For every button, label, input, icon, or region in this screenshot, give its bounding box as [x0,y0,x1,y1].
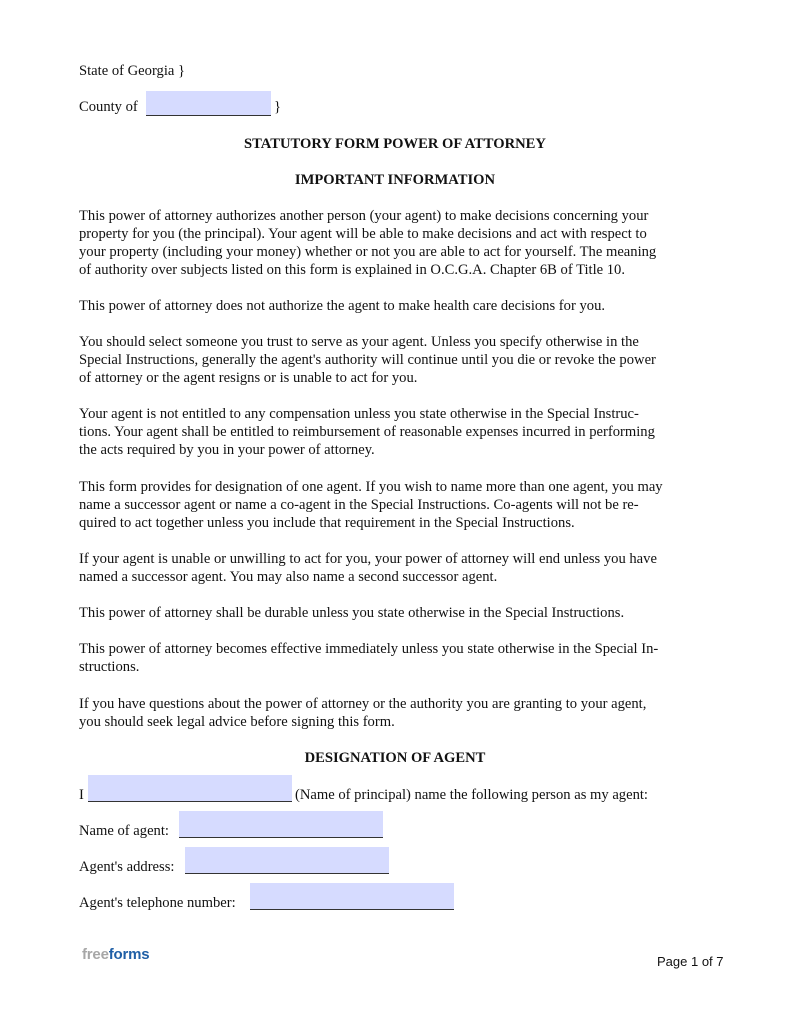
paragraph-line: structions. [79,659,140,675]
paragraph-health-care [79,297,719,315]
agent-phone-field[interactable] [250,883,454,910]
county-input[interactable] [146,91,271,115]
principal-name-field[interactable] [88,775,292,802]
principal-suffix: (Name of principal) name the following person as my agent: [295,787,648,803]
paragraph-line: the acts required by you in your power of attorney. [79,442,375,458]
agent-address-label: Agent's address: [79,859,175,875]
agent-address-input[interactable] [185,847,389,873]
paragraph-line: named a successor agent. You may also name a second successor agent. [79,569,498,585]
state-line: State of Georgia } [79,63,186,79]
agent-name-label: Name of agent: [79,823,169,839]
agent-address-field[interactable] [185,847,389,874]
page-number: Page 1 of 7 [657,954,724,969]
principal-name-input[interactable] [88,775,292,801]
designation-heading: DESIGNATION OF AGENT [304,750,486,766]
paragraph-line: This power of attorney authorizes another person (your agent) to make decisions concerning your [79,208,649,224]
agent-phone-input[interactable] [250,883,454,909]
agent-name-field[interactable] [179,811,383,838]
logo-forms-text: forms [108,946,150,963]
paragraph-authority [79,207,719,279]
paragraph-line: property for you (the principal). Your agent will be able to make decisions and act with respect to [79,226,647,242]
paragraph-line: If you have questions about the power of attorney or the authority you are granting to your agent, [79,696,647,712]
agent-name-input[interactable] [179,811,383,837]
paragraph-line: quired to act together unless you include that requirement in the Special Instructions. [79,515,575,531]
paragraph-legal-advice [79,695,719,731]
paragraph-line: of attorney or the agent resigns or is unable to act for you. [79,370,418,386]
paragraph-line: This power of attorney becomes effective immediately unless you state otherwise in the Special In- [79,641,659,657]
paragraph-line: your property (including your money) whether or not you are able to act for yourself. The meaning [79,244,657,260]
paragraph-compensation [79,405,719,459]
paragraph-effective [79,640,719,676]
paragraph-line: If your agent is unable or unwilling to act for you, your power of attorney will end unless you have [79,551,657,567]
paragraph-line: of authority over subjects listed on this form is explained in O.C.G.A. Chapter 6B of Title 10. [79,262,625,278]
paragraph-line: Special Instructions, generally the agent's authority will continue until you die or revoke the power [79,352,656,368]
paragraph-line: This form provides for designation of one agent. If you wish to name more than one agent, you may [79,479,663,495]
paragraph-line: This power of attorney does not authorize the agent to make health care decisions for you. [79,298,606,314]
paragraph-durable [79,604,719,622]
logo-free-text: free [82,946,109,963]
paragraph-line: Your agent is not entitled to any compensation unless you state otherwise in the Special Instruc- [79,406,639,422]
county-label: County of [79,99,138,115]
agent-phone-label: Agent's telephone number: [79,895,236,911]
paragraph-line: name a successor agent or name a co-agent in the Special Instructions. Co-agents will not be re- [79,497,639,513]
document-title: STATUTORY FORM POWER OF ATTORNEY [244,136,546,152]
county-brace: } [274,99,282,115]
paragraph-line: you should seek legal advice before signing this form. [79,714,395,730]
freeforms-logo [82,946,149,963]
paragraph-designation [79,478,719,532]
paragraph-select-agent [79,333,719,387]
paragraph-line: tions. Your agent shall be entitled to reimbursement of reasonable expenses incurred in performing [79,424,655,440]
paragraph-successor [79,550,719,586]
important-information-heading: IMPORTANT INFORMATION [294,172,496,188]
paragraph-line: This power of attorney shall be durable unless you state otherwise in the Special Instructions. [79,605,625,621]
paragraph-line: You should select someone you trust to serve as your agent. Unless you specify otherwise in the [79,334,639,350]
principal-prefix: I [79,787,84,803]
county-field[interactable] [146,91,271,116]
